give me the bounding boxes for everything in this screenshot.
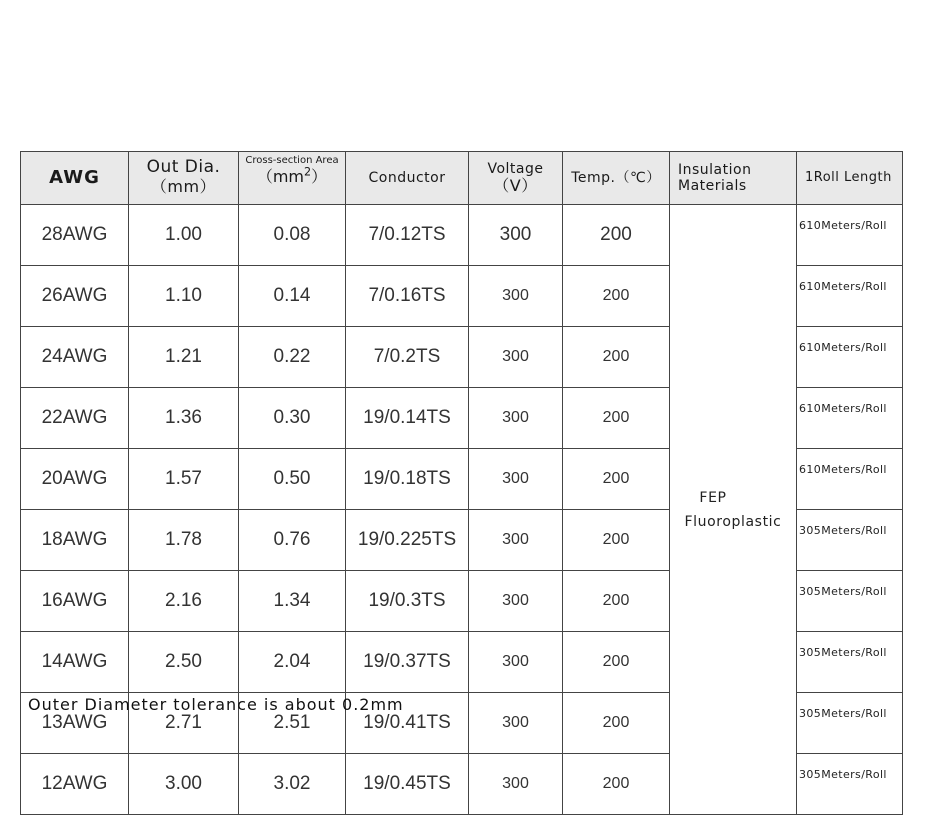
cell-conductor: 19/0.37TS xyxy=(346,632,469,693)
cell-conductor: 19/0.225TS xyxy=(346,510,469,571)
cell-roll-length: 610Meters/Roll xyxy=(797,449,903,510)
cell-roll-length: 305Meters/Roll xyxy=(797,754,903,815)
cell-temp: 200 xyxy=(563,510,670,571)
wire-spec-table xyxy=(20,151,903,815)
header-temp xyxy=(563,152,670,205)
insulation-line1: FEP xyxy=(699,489,727,506)
header-out-dia-unit: （mm） xyxy=(150,177,217,196)
cell-cross-section: 0.14 xyxy=(239,266,346,327)
header-temp-label: Temp.（℃） xyxy=(571,169,661,186)
header-voltage xyxy=(469,152,563,205)
header-insulation-line2: Materials xyxy=(678,178,747,194)
cell-awg: 18AWG xyxy=(21,510,129,571)
cell-out-dia: 2.16 xyxy=(129,571,239,632)
cell-voltage: 300 xyxy=(469,754,563,815)
header-awg xyxy=(21,152,129,205)
cell-temp: 200 xyxy=(563,205,670,266)
cell-conductor: 19/0.18TS xyxy=(346,449,469,510)
cell-conductor: 19/0.14TS xyxy=(346,388,469,449)
cell-cross-section: 2.51 xyxy=(239,693,346,754)
header-cross-section xyxy=(239,152,346,205)
cell-roll-length: 610Meters/Roll xyxy=(797,388,903,449)
cell-cross-section: 0.50 xyxy=(239,449,346,510)
cell-out-dia: 1.78 xyxy=(129,510,239,571)
cell-temp: 200 xyxy=(563,571,670,632)
header-cross-section-unit: $(mm^2)$ xyxy=(256,165,328,187)
header-roll-length xyxy=(797,152,903,205)
cell-temp: 200 xyxy=(563,449,670,510)
header-voltage-unit: （V） xyxy=(493,175,538,195)
insulation-line2: Fluoroplastic xyxy=(684,513,782,530)
cell-voltage: 300 xyxy=(469,388,563,449)
header-voltage-label: Voltage xyxy=(487,160,544,177)
header-awg-label: AWG xyxy=(49,166,100,188)
cell-awg: 24AWG xyxy=(21,327,129,388)
cell-out-dia: 1.36 xyxy=(129,388,239,449)
cell-roll-length: 305Meters/Roll xyxy=(797,632,903,693)
cell-roll-length: 305Meters/Roll xyxy=(797,693,903,754)
cell-temp: 200 xyxy=(563,388,670,449)
header-row xyxy=(21,152,903,205)
table-body xyxy=(21,205,903,815)
cell-out-dia: 1.21 xyxy=(129,327,239,388)
cell-conductor: 7/0.16TS xyxy=(346,266,469,327)
header-insulation xyxy=(670,152,797,205)
cell-conductor: 19/0.41TS xyxy=(346,693,469,754)
cell-insulation-material xyxy=(670,205,797,815)
cell-temp: 200 xyxy=(563,632,670,693)
cell-out-dia: 3.00 xyxy=(129,754,239,815)
cell-voltage: 300 xyxy=(469,632,563,693)
cell-temp: 200 xyxy=(563,327,670,388)
cell-conductor: 7/0.12TS xyxy=(346,205,469,266)
cell-cross-section: 0.76 xyxy=(239,510,346,571)
cell-temp: 200 xyxy=(563,266,670,327)
cell-out-dia: 1.57 xyxy=(129,449,239,510)
cell-awg: 28AWG xyxy=(21,205,129,266)
cell-roll-length: 610Meters/Roll xyxy=(797,327,903,388)
tolerance-footnote: Outer Diameter tolerance is about 0.2mm xyxy=(28,695,404,714)
cell-conductor: 19/0.3TS xyxy=(346,571,469,632)
cell-conductor: 19/0.45TS xyxy=(346,754,469,815)
cell-temp: 200 xyxy=(563,693,670,754)
cell-conductor: 7/0.2TS xyxy=(346,327,469,388)
cell-voltage: 300 xyxy=(469,571,563,632)
cell-out-dia: 2.71 xyxy=(129,693,239,754)
cell-voltage: 300 xyxy=(469,693,563,754)
cell-voltage: 300 xyxy=(469,510,563,571)
header-conductor xyxy=(346,152,469,205)
cell-cross-section: 1.34 xyxy=(239,571,346,632)
cell-awg: 26AWG xyxy=(21,266,129,327)
cell-awg: 13AWG xyxy=(21,693,129,754)
cell-voltage: 300 xyxy=(469,205,563,266)
cell-voltage: 300 xyxy=(469,327,563,388)
cell-voltage: 300 xyxy=(469,266,563,327)
header-out-dia xyxy=(129,152,239,205)
table-row xyxy=(21,205,903,266)
cell-out-dia: 1.10 xyxy=(129,266,239,327)
cell-roll-length: 305Meters/Roll xyxy=(797,510,903,571)
cell-out-dia: 2.50 xyxy=(129,632,239,693)
cell-roll-length: 610Meters/Roll xyxy=(797,205,903,266)
cell-awg: 14AWG xyxy=(21,632,129,693)
cell-awg: 16AWG xyxy=(21,571,129,632)
header-insulation-line1: Insulation xyxy=(678,161,752,178)
cell-awg: 20AWG xyxy=(21,449,129,510)
cell-roll-length: 305Meters/Roll xyxy=(797,571,903,632)
cell-awg: 12AWG xyxy=(21,754,129,815)
cell-cross-section: 0.08 xyxy=(239,205,346,266)
cell-cross-section: 2.04 xyxy=(239,632,346,693)
cell-voltage: 300 xyxy=(469,449,563,510)
header-conductor-label: Conductor xyxy=(368,169,446,186)
cell-cross-section: 3.02 xyxy=(239,754,346,815)
header-out-dia-label: Out Dia. xyxy=(146,157,221,178)
cell-out-dia: 1.00 xyxy=(129,205,239,266)
header-roll-length-label: 1Roll Length xyxy=(805,169,892,185)
cell-cross-section: 0.22 xyxy=(239,327,346,388)
cell-awg: 22AWG xyxy=(21,388,129,449)
cell-cross-section: 0.30 xyxy=(239,388,346,449)
cell-roll-length: 610Meters/Roll xyxy=(797,266,903,327)
header-cross-section-label: Cross-section Area xyxy=(245,155,339,167)
cell-temp: 200 xyxy=(563,754,670,815)
